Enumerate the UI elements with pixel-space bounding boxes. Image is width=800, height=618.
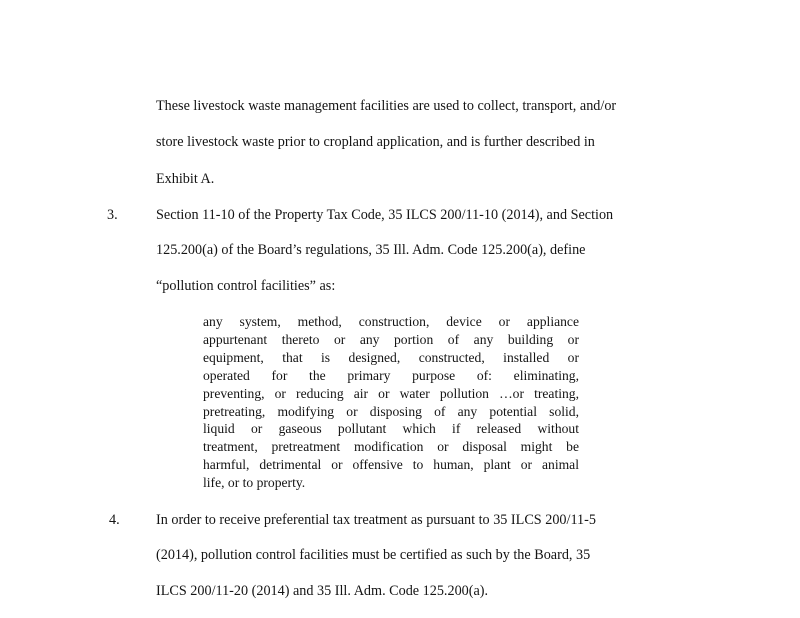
paragraph-line: Section 11-10 of the Property Tax Code, 35 ILCS 200/11-10 (2014), and Section — [156, 207, 614, 223]
paragraph-number: 3. — [107, 207, 118, 223]
quote-line: liquid or gaseous pollutant which if released without — [203, 421, 579, 437]
quote-line: equipment, that is designed, constructed, installed or — [203, 349, 579, 365]
paragraph-number: 4. — [109, 512, 120, 528]
paragraph-line: These livestock waste management facilities are used to collect, transport, and/or — [156, 98, 617, 114]
paragraph-line: Exhibit A. — [156, 171, 215, 187]
paragraph-line: ILCS 200/11-20 (2014) and 35 Ill. Adm. Code 125.200(a). — [156, 583, 489, 599]
paragraph-line: In order to receive preferential tax treatment as pursuant to 35 ILCS 200/11-5 — [156, 512, 596, 528]
quote-line: appurtenant thereto or any portion of any building or — [203, 331, 579, 347]
quote-line: treatment, pretreatment modification or disposal might be — [203, 439, 579, 455]
block-quote — [203, 313, 579, 492]
quote-line: life, or to property. — [203, 475, 306, 491]
quote-line: pretreating, modifying or disposing of any potential solid, — [203, 403, 579, 419]
paragraph-line: “pollution control facilities” as: — [156, 278, 336, 294]
paragraph-line: store livestock waste prior to cropland application, and is further described in — [156, 134, 595, 150]
paragraph-line: (2014), pollution control facilities must be certified as such by the Board, 35 — [156, 547, 591, 563]
quote-line: harmful, detrimental or offensive to human, plant or animal — [203, 457, 579, 473]
quote-line: any system, method, construction, device or appliance — [203, 314, 579, 329]
quote-line: preventing, or reducing air or water pollution …or treating, — [203, 385, 579, 401]
paragraph-line: 125.200(a) of the Board’s regulations, 35 Ill. Adm. Code 125.200(a), define — [156, 242, 586, 258]
quote-line: operated for the primary purpose of: eliminating, — [203, 367, 579, 383]
